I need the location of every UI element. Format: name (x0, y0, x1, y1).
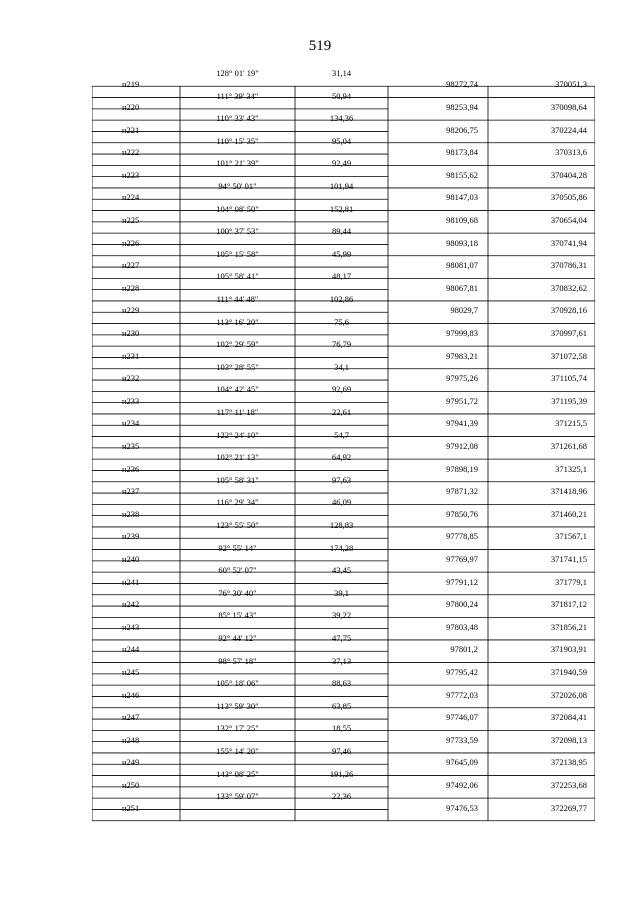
y-coordinate-cell: 371195,39 (551, 396, 587, 406)
segment-row (92, 770, 595, 781)
segment-length-cell: 39,22 (331, 611, 352, 621)
point-name-cell: н238 (122, 509, 140, 519)
y-coordinate-cell: 370224,44 (550, 125, 587, 135)
direction-angle-cell: 98° 57' 18" (218, 656, 257, 666)
segment-length-cell: 54,7 (334, 430, 349, 440)
x-coordinate-cell: 98093,18 (446, 238, 478, 248)
direction-angle-cell: 102° 29' 59" (216, 340, 259, 350)
x-coordinate-cell: 97800,24 (446, 600, 478, 610)
segment-row (92, 611, 595, 622)
y-coordinate-cell: 371817,12 (550, 600, 587, 610)
point-row (92, 555, 595, 566)
segment-row (92, 318, 595, 329)
segment-row (92, 205, 595, 216)
direction-angle-cell: 85° 15' 43" (218, 611, 257, 621)
direction-angle-cell: 132° 17' 25" (216, 724, 259, 734)
segment-row (92, 521, 595, 532)
direction-angle-cell: 101° 21' 39" (216, 159, 259, 169)
y-coordinate-cell: 370505,86 (550, 193, 587, 203)
segment-row (92, 544, 595, 555)
x-coordinate-cell: 98155,62 (446, 170, 478, 180)
x-coordinate-cell: 97492,06 (446, 780, 478, 790)
segment-row (92, 159, 595, 170)
point-row (92, 261, 595, 272)
segment-row (92, 385, 595, 396)
point-name-cell: н242 (122, 600, 140, 610)
segment-length-cell: 134,36 (329, 114, 354, 124)
segment-row (92, 679, 595, 690)
point-row (92, 148, 595, 159)
segment-length-cell: 88,63 (331, 679, 352, 689)
segment-length-cell: 95,04 (331, 136, 352, 146)
point-row (92, 713, 595, 724)
direction-angle-cell: 92° 44' 12" (218, 634, 257, 643)
direction-angle-cell: 76° 30' 40" (218, 588, 257, 598)
y-coordinate-cell: 370098,64 (550, 102, 587, 112)
point-row (92, 306, 595, 317)
direction-angle-cell: 105° 18' 06" (216, 679, 259, 689)
x-coordinate-cell: 97746,07 (446, 713, 478, 723)
point-row (92, 103, 595, 114)
point-row (92, 736, 595, 747)
segment-row (92, 634, 595, 645)
point-row (92, 578, 595, 589)
point-row (92, 374, 595, 385)
x-coordinate-cell: 97645,09 (446, 758, 478, 768)
y-coordinate-cell: 371215,5 (555, 419, 587, 429)
segment-length-cell: 97,46 (331, 747, 352, 756)
point-row (92, 758, 595, 769)
segment-row (92, 702, 595, 713)
direction-angle-cell: 105° 15' 58" (216, 249, 259, 259)
point-name-cell: н239 (122, 532, 140, 542)
x-coordinate-cell: 98147,03 (446, 193, 478, 203)
segment-row (92, 92, 595, 103)
x-coordinate-cell: 97795,42 (446, 667, 478, 677)
segment-length-cell: 31,14 (331, 69, 352, 78)
point-row (92, 781, 595, 792)
direction-angle-cell: 116° 29' 34" (216, 498, 259, 508)
segment-row (92, 295, 595, 306)
segment-length-cell: 101,94 (329, 182, 354, 191)
point-row (92, 126, 595, 137)
direction-angle-cell: 113° 59' 30" (216, 701, 259, 711)
point-row (92, 532, 595, 543)
point-name-cell: н233 (122, 396, 140, 406)
direction-angle-cell: 102° 21' 13" (216, 453, 259, 463)
point-row (92, 171, 595, 182)
segment-row (92, 589, 595, 600)
point-name-cell: н245 (122, 667, 140, 677)
point-name-cell: н230 (122, 328, 140, 338)
point-row (92, 193, 595, 204)
y-coordinate-cell: 371741,15 (550, 554, 587, 564)
segment-length-cell: 174,28 (329, 543, 354, 553)
y-coordinate-cell: 372253,68 (550, 780, 587, 790)
direction-angle-cell: 123° 55' 50" (216, 521, 259, 530)
segment-length-cell: 46,09 (331, 498, 352, 508)
segment-length-cell: 63,85 (331, 701, 352, 711)
x-coordinate-cell: 98272,74 (446, 80, 478, 90)
y-coordinate-cell: 370832,62 (550, 283, 587, 293)
y-coordinate-cell: 370997,61 (550, 328, 587, 338)
direction-angle-cell: 100° 37' 53" (216, 227, 259, 237)
x-coordinate-cell: 97983,21 (446, 351, 478, 361)
point-name-cell: н243 (122, 622, 140, 632)
x-coordinate-cell: 97850,76 (446, 509, 478, 519)
x-coordinate-cell: 97951,72 (446, 396, 478, 406)
x-coordinate-cell: 98206,75 (446, 125, 478, 135)
segment-row (92, 69, 595, 80)
point-row (92, 216, 595, 227)
segment-length-cell: 39,1 (334, 588, 349, 598)
segment-length-cell: 97,63 (331, 475, 352, 485)
y-coordinate-cell: 370928,16 (550, 306, 587, 316)
x-coordinate-cell: 97912,08 (446, 441, 478, 451)
segment-length-cell: 191,26 (329, 769, 354, 779)
y-coordinate-cell: 370313,6 (555, 148, 587, 158)
point-name-cell: н241 (122, 577, 140, 587)
point-row (92, 329, 595, 340)
direction-angle-cell: 110° 15' 35" (216, 136, 259, 146)
point-name-cell: н225 (122, 215, 140, 225)
direction-angle-cell: 111° 39' 34" (216, 91, 259, 101)
point-row (92, 804, 595, 815)
direction-angle-cell: 117° 11' 18" (216, 408, 259, 417)
segment-row (92, 566, 595, 577)
point-name-cell: н236 (122, 464, 140, 474)
segment-length-cell: 102,86 (329, 295, 354, 304)
x-coordinate-cell: 97476,53 (446, 803, 478, 813)
segment-length-cell: 128,83 (329, 521, 354, 530)
segment-row (92, 747, 595, 758)
segment-length-cell: 92,49 (331, 159, 352, 169)
x-coordinate-cell: 98173,84 (446, 148, 478, 158)
segment-row (92, 431, 595, 442)
y-coordinate-cell: 371567,1 (555, 532, 587, 542)
segment-row (92, 476, 595, 487)
point-name-cell: н244 (122, 645, 140, 655)
y-coordinate-cell: 370404,28 (550, 170, 587, 180)
direction-angle-cell: 105° 58' 31" (216, 475, 259, 485)
segment-row (92, 114, 595, 125)
point-name-cell: н248 (122, 735, 140, 745)
x-coordinate-cell: 98081,07 (446, 261, 478, 271)
point-row (92, 465, 595, 476)
direction-angle-cell: 92° 55' 14" (218, 543, 257, 553)
point-row (92, 691, 595, 702)
segment-row (92, 340, 595, 351)
x-coordinate-cell: 98109,68 (446, 215, 478, 225)
point-name-cell: н246 (122, 690, 140, 700)
point-name-cell: н240 (122, 554, 140, 564)
y-coordinate-cell: 372026,08 (550, 690, 587, 700)
point-name-cell: н231 (122, 351, 140, 361)
direction-angle-cell: 155° 14' 20" (216, 747, 259, 756)
point-name-cell: н237 (122, 487, 140, 497)
y-coordinate-cell: 372269,77 (550, 803, 587, 813)
point-row (92, 284, 595, 295)
direction-angle-cell: 60° 52' 07" (218, 566, 257, 576)
point-name-cell: н234 (122, 419, 140, 429)
point-row (92, 397, 595, 408)
x-coordinate-cell: 97801,2 (450, 645, 478, 655)
point-name-cell: н220 (122, 102, 140, 112)
direction-angle-cell: 122° 24' 10" (216, 430, 259, 440)
x-coordinate-cell: 98067,81 (446, 283, 478, 293)
point-name-cell: н221 (122, 125, 140, 135)
point-row (92, 645, 595, 656)
segment-length-cell: 47,75 (331, 634, 352, 643)
y-coordinate-cell: 371325,1 (555, 464, 587, 474)
segment-row (92, 792, 595, 803)
segment-row (92, 227, 595, 238)
point-name-cell: н235 (122, 441, 140, 451)
x-coordinate-cell: 97975,26 (446, 374, 478, 384)
direction-angle-cell: 94° 50' 01" (218, 182, 257, 191)
point-row (92, 352, 595, 363)
segment-length-cell: 22,36 (331, 792, 352, 802)
direction-angle-cell: 111° 44' 48" (216, 295, 259, 304)
x-coordinate-cell: 97999,83 (446, 328, 478, 338)
point-name-cell: н219 (122, 80, 140, 90)
point-name-cell: н229 (122, 306, 140, 316)
y-coordinate-cell: 370786,31 (550, 261, 587, 271)
segment-length-cell: 43,45 (331, 566, 352, 576)
x-coordinate-cell: 97898,19 (446, 464, 478, 474)
segment-length-cell: 45,99 (331, 249, 352, 259)
segment-length-cell: 152,81 (329, 204, 354, 214)
point-name-cell: н223 (122, 170, 140, 180)
direction-angle-cell: 143° 08' 25" (216, 769, 259, 779)
direction-angle-cell: 105° 58' 41" (216, 272, 259, 282)
y-coordinate-cell: 372084,41 (550, 713, 587, 723)
segment-length-cell: 48,17 (331, 272, 352, 282)
y-coordinate-cell: 371418,96 (550, 487, 587, 497)
y-coordinate-cell: 371072,58 (550, 351, 587, 361)
point-name-cell: н228 (122, 283, 140, 293)
direction-angle-cell: 128° 01' 19" (216, 69, 259, 78)
segment-length-cell: 89,44 (331, 227, 352, 237)
x-coordinate-cell: 97769,97 (446, 554, 478, 564)
direction-angle-cell: 104° 42' 45" (216, 385, 259, 395)
segment-length-cell: 18,55 (331, 724, 352, 734)
segment-length-cell: 37,13 (331, 656, 352, 666)
segment-length-cell: 92,69 (331, 385, 352, 395)
x-coordinate-cell: 97778,85 (446, 532, 478, 542)
segment-length-cell: 76,79 (331, 340, 352, 350)
x-coordinate-cell: 97791,12 (446, 577, 478, 587)
segment-row (92, 250, 595, 261)
direction-angle-cell: 103° 28' 55" (216, 362, 259, 372)
segment-length-cell: 50,94 (331, 91, 352, 101)
point-row (92, 442, 595, 453)
x-coordinate-cell: 97803,48 (446, 622, 478, 632)
segment-row (92, 182, 595, 193)
y-coordinate-cell: 370051,3 (555, 80, 587, 90)
direction-angle-cell: 104° 08' 50" (216, 204, 259, 214)
point-name-cell: н222 (122, 148, 140, 158)
point-row (92, 239, 595, 250)
point-row (92, 419, 595, 430)
point-name-cell: н227 (122, 261, 140, 271)
point-name-cell: н251 (122, 803, 140, 813)
y-coordinate-cell: 371940,59 (550, 667, 587, 677)
y-coordinate-cell: 371105,74 (551, 374, 587, 384)
point-row (92, 487, 595, 498)
point-name-cell: н224 (122, 193, 140, 203)
point-name-cell: н226 (122, 238, 140, 248)
point-name-cell: н232 (122, 374, 140, 384)
y-coordinate-cell: 371903,91 (550, 645, 587, 655)
segment-row (92, 657, 595, 668)
point-row (92, 600, 595, 611)
x-coordinate-cell: 97733,59 (446, 735, 478, 745)
segment-row (92, 453, 595, 464)
segment-length-cell: 22,61 (331, 408, 352, 417)
y-coordinate-cell: 372138,95 (550, 758, 587, 768)
x-coordinate-cell: 97871,32 (446, 487, 478, 497)
point-name-cell: н250 (122, 780, 140, 790)
x-coordinate-cell: 97941,39 (446, 419, 478, 429)
y-coordinate-cell: 372098,13 (550, 735, 587, 745)
direction-angle-cell: 110° 33' 43" (216, 114, 259, 124)
segment-length-cell: 64,92 (331, 453, 352, 463)
point-row (92, 80, 595, 91)
x-coordinate-cell: 98029,7 (450, 306, 478, 316)
point-row (92, 510, 595, 521)
coordinates-table (92, 69, 595, 838)
page-number: 519 (308, 38, 332, 54)
segment-row (92, 363, 595, 374)
point-name-cell: н249 (122, 758, 140, 768)
segment-row (92, 137, 595, 148)
x-coordinate-cell: 97772,03 (446, 690, 478, 700)
segment-row (92, 272, 595, 283)
segment-length-cell: 75,6 (334, 317, 349, 327)
point-name-cell: н247 (122, 713, 140, 723)
y-coordinate-cell: 371261,68 (550, 441, 587, 451)
direction-angle-cell: 133° 59' 07" (216, 792, 259, 802)
segment-length-cell: 34,1 (334, 362, 349, 372)
segment-row (92, 408, 595, 419)
y-coordinate-cell: 370741,94 (550, 238, 587, 248)
point-row (92, 668, 595, 679)
y-coordinate-cell: 370654,04 (550, 215, 587, 225)
y-coordinate-cell: 371779,1 (555, 577, 587, 587)
segment-row (92, 724, 595, 735)
point-row (92, 623, 595, 634)
y-coordinate-cell: 371460,21 (550, 509, 587, 519)
direction-angle-cell: 113° 16' 20" (216, 317, 259, 327)
segment-row (92, 498, 595, 509)
y-coordinate-cell: 371856,21 (550, 622, 587, 632)
x-coordinate-cell: 98253,94 (446, 102, 478, 112)
